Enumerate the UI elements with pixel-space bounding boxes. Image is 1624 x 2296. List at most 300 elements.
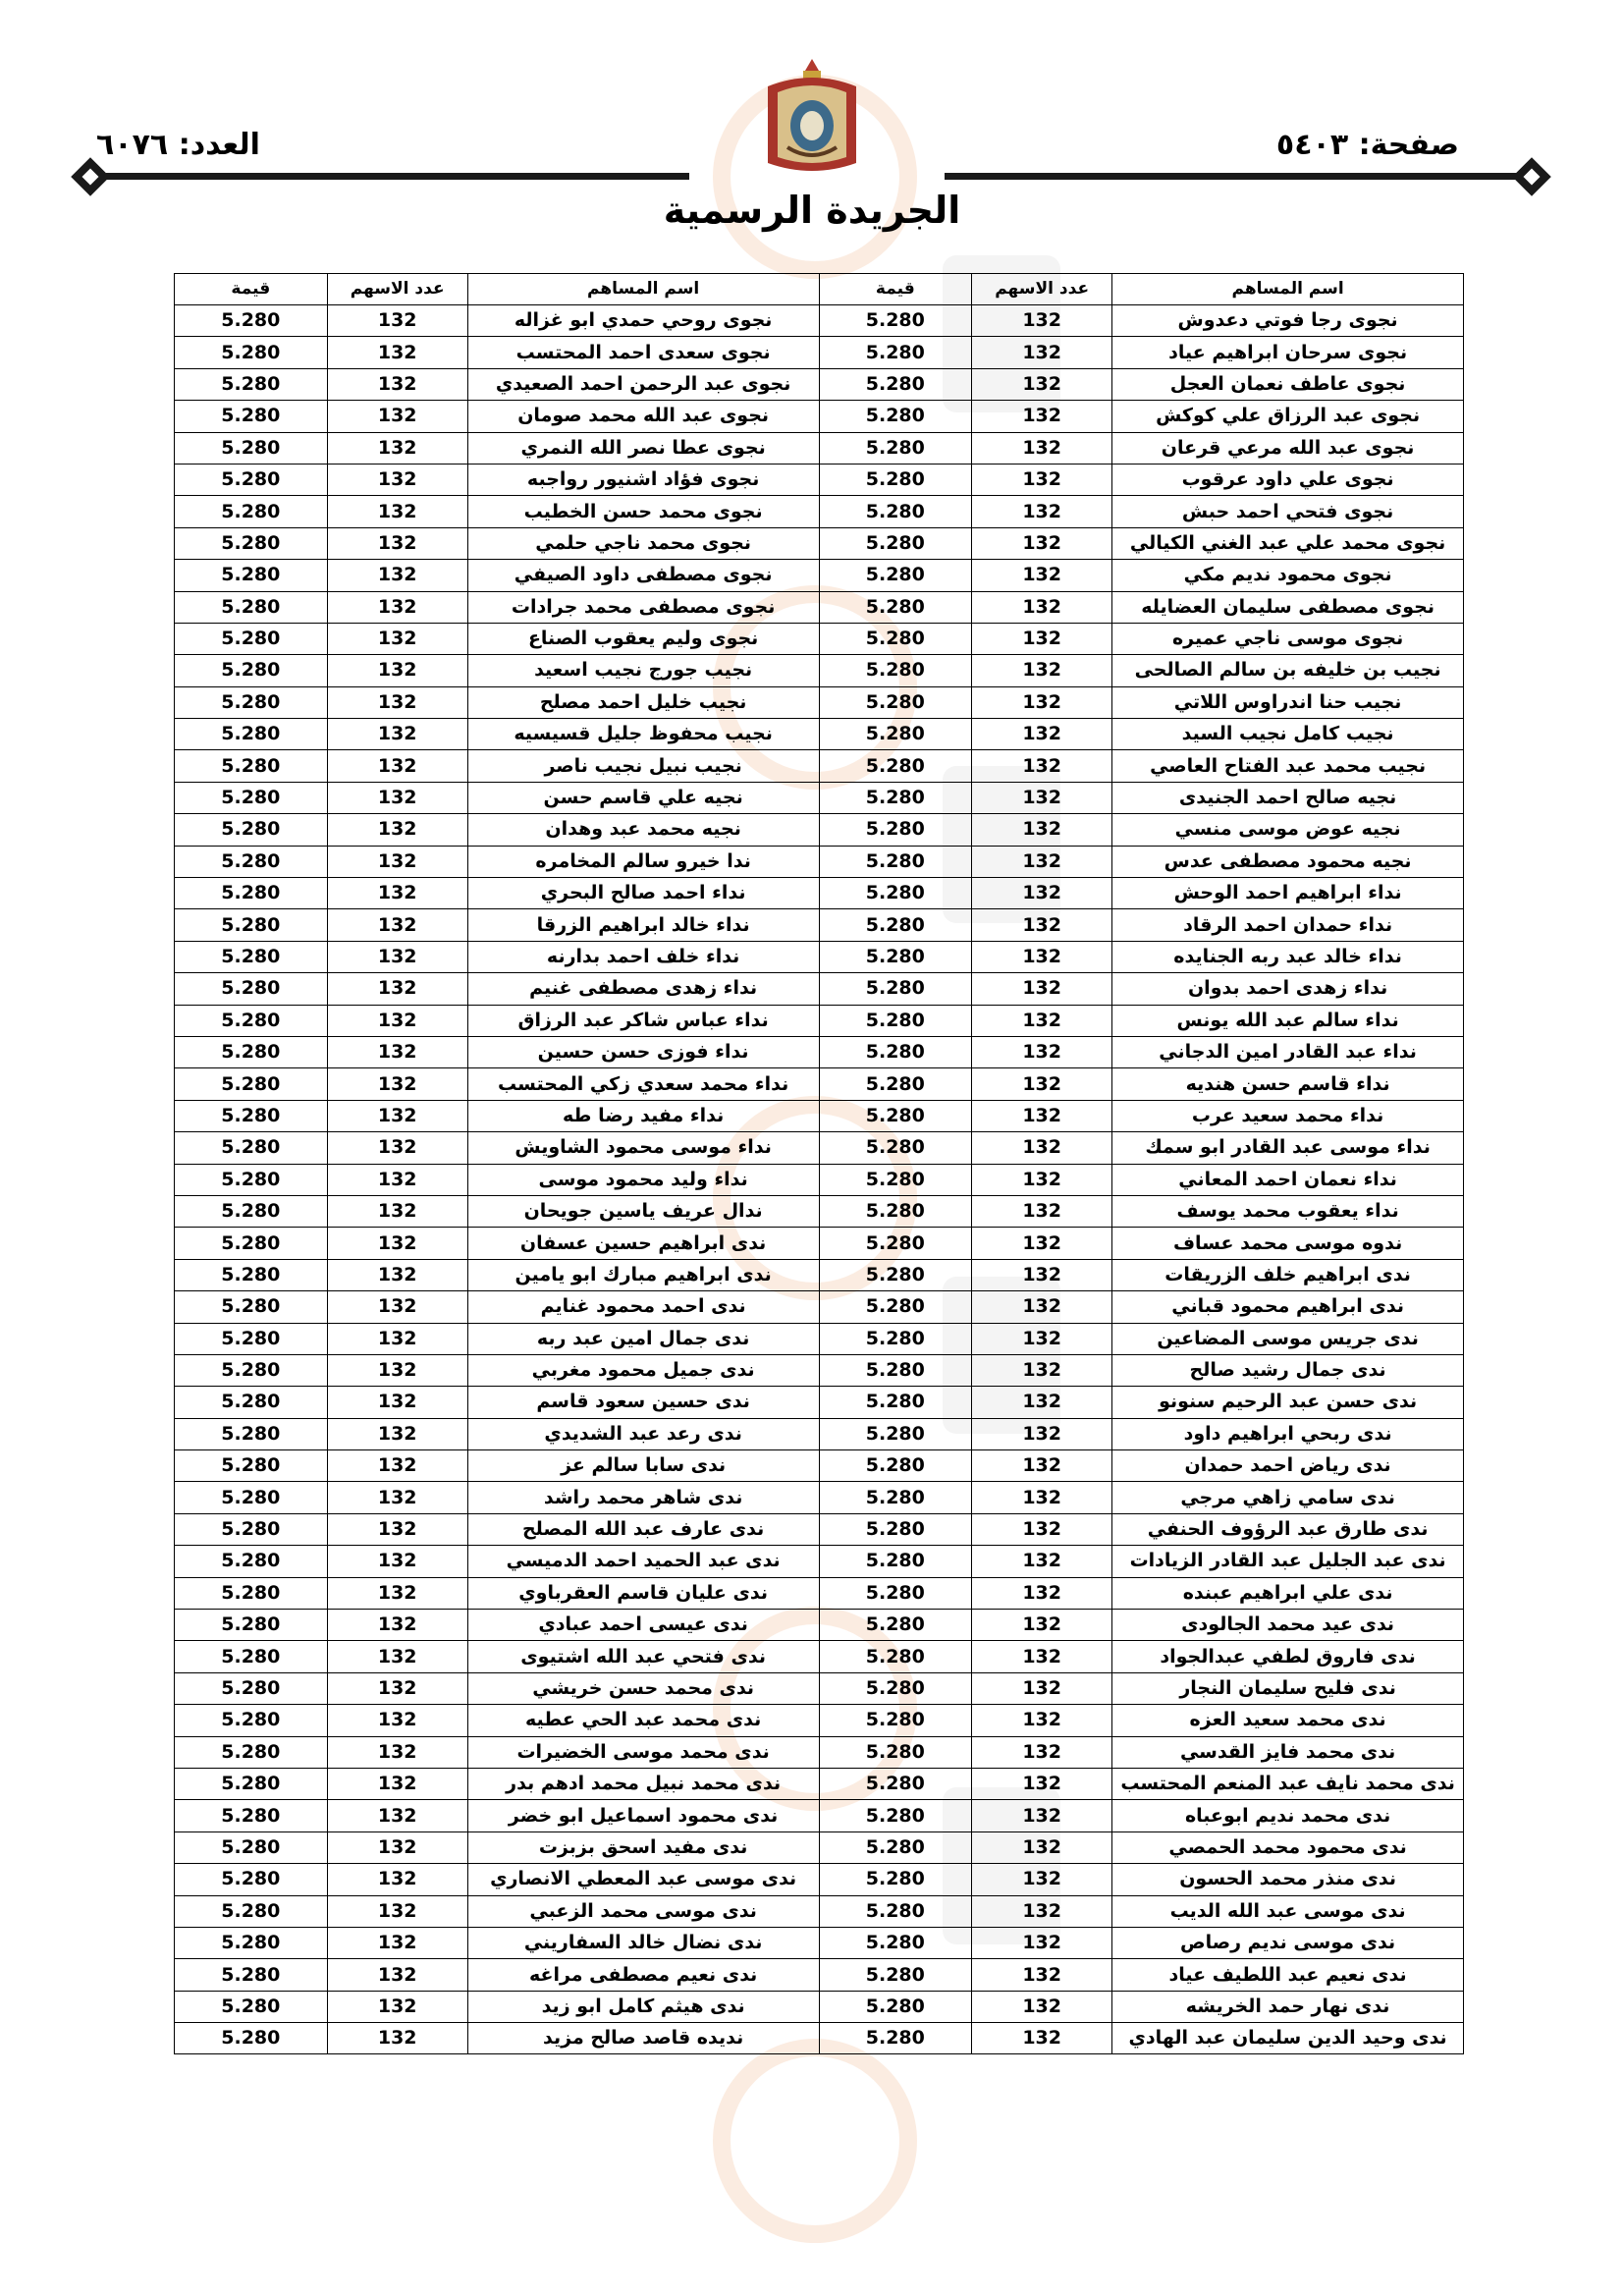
share-count: 132 [327,432,467,464]
share-value: 5.280 [175,1577,328,1609]
table-row [175,1482,1464,1513]
share-count: 132 [972,1927,1112,1958]
shareholder-name: نجوى موسى ناجي عميره [1112,623,1464,654]
share-count: 132 [327,1768,467,1799]
shareholder-name: ندى موسى محمد الزعبي [467,1895,819,1927]
shareholder-name: ندال عريف ياسين جويحان [467,1195,819,1227]
shareholder-name: نداء محمد سعيد عرب [1112,1100,1464,1131]
share-value: 5.280 [819,401,972,432]
share-value: 5.280 [175,655,328,686]
table-row [175,337,1464,368]
share-value: 5.280 [819,623,972,654]
shareholder-name: ندى محمد حسن خريشي [467,1672,819,1704]
share-count: 132 [327,1577,467,1609]
share-value: 5.280 [819,941,972,972]
share-count: 132 [972,1672,1112,1704]
share-value: 5.280 [175,1513,328,1545]
shareholder-name: ندى نهار حمد الخريشه [1112,1991,1464,2022]
shareholder-name: نجوى مصطفى سليمان العضايله [1112,591,1464,623]
table-row [175,1831,1464,1863]
share-value: 5.280 [175,305,328,337]
share-count: 132 [327,1323,467,1354]
share-value: 5.280 [819,686,972,718]
share-count: 132 [327,750,467,782]
table-row [175,814,1464,846]
table-row [175,1768,1464,1799]
shareholder-name: ندى طارق عبد الرؤوف الحنفي [1112,1513,1464,1545]
share-count: 132 [327,973,467,1005]
share-value: 5.280 [175,1354,328,1386]
shareholder-name: نداء موسى محمود الشاويش [467,1132,819,1164]
share-count: 132 [327,782,467,813]
shareholder-name: ندى علي ابراهيم عبنده [1112,1577,1464,1609]
share-count: 132 [327,1705,467,1736]
share-count: 132 [972,368,1112,400]
share-count: 132 [972,1959,1112,1991]
share-value: 5.280 [819,846,972,877]
share-count: 132 [972,1705,1112,1736]
table-row [175,1927,1464,1958]
shareholder-name: ندى وحيد الدين سليمان عبد الهادي [1112,2023,1464,2054]
table-row [175,1291,1464,1323]
share-count: 132 [327,1068,467,1100]
share-value: 5.280 [175,1831,328,1863]
share-value: 5.280 [819,1800,972,1831]
share-count: 132 [327,1387,467,1418]
shareholder-name: نجوى عبد الرزاق علي كوكش [1112,401,1464,432]
table-row [175,1991,1464,2022]
table-row [175,1195,1464,1227]
share-value: 5.280 [819,432,972,464]
shareholder-name: نداء نعمان احمد المعاني [1112,1164,1464,1195]
shareholder-name: نجوى محمد حسن الخطيب [467,496,819,527]
shareholder-name: نداء عبد القادر امين الدجاني [1112,1036,1464,1067]
shareholder-name: ندى محمد نبيل محمد ادهم بدر [467,1768,819,1799]
share-value: 5.280 [819,1354,972,1386]
share-value: 5.280 [819,1513,972,1545]
table-row [175,1450,1464,1482]
table-row [175,878,1464,909]
shareholder-name: نداء يعقوب محمد يوسف [1112,1195,1464,1227]
column-header: اسم المساهم [467,274,819,305]
share-value: 5.280 [175,1705,328,1736]
shareholder-name: نداء حمدان احمد الرقاد [1112,909,1464,941]
shareholder-name: ندى عبد الحميد احمد الدميسي [467,1546,819,1577]
share-value: 5.280 [175,1482,328,1513]
table-row [175,1354,1464,1386]
share-value: 5.280 [175,1610,328,1641]
share-count: 132 [327,719,467,750]
table-row [175,305,1464,337]
shareholder-name: ندى نعيم عبد اللطيف عياد [1112,1959,1464,1991]
share-count: 132 [327,305,467,337]
shareholder-name: نجيب كامل نجيب السيد [1112,719,1464,750]
share-count: 132 [327,878,467,909]
share-count: 132 [327,337,467,368]
share-value: 5.280 [819,1228,972,1259]
shareholder-name: ندى عيد محمد الجالودى [1112,1610,1464,1641]
shareholder-name: نجيه صالح احمد الجنيدى [1112,782,1464,813]
shareholder-name: نجوى عبد الله محمد صومان [467,401,819,432]
shareholder-name: ندى ابراهيم محمود قباني [1112,1291,1464,1323]
table-row [175,1132,1464,1164]
table-row [175,623,1464,654]
share-count: 132 [972,941,1112,972]
shareholder-name: نجوى عاطف نعمان العجل [1112,368,1464,400]
page-header [0,0,1624,265]
share-value: 5.280 [819,1736,972,1768]
share-value: 5.280 [175,1068,328,1100]
share-value: 5.280 [819,1991,972,2022]
share-count: 132 [327,1927,467,1958]
shareholder-name: ندى عبد الجليل عبد القادر الزيادات [1112,1546,1464,1577]
share-value: 5.280 [175,1228,328,1259]
table-row [175,655,1464,686]
table-row [175,1228,1464,1259]
share-value: 5.280 [819,1577,972,1609]
share-count: 132 [972,782,1112,813]
shareholder-name: نداء محمد سعدي زكي المحتسب [467,1068,819,1100]
coat-of-arms-icon [758,53,866,181]
gazette-title: الجريدة الرسمية [663,189,961,232]
share-count: 132 [327,1418,467,1449]
shareholder-name: ندى ابراهيم مبارك ابو يامين [467,1259,819,1290]
share-value: 5.280 [819,1672,972,1704]
share-count: 132 [972,1610,1112,1641]
share-value: 5.280 [819,560,972,591]
share-count: 132 [327,1450,467,1482]
share-count: 132 [327,1291,467,1323]
table-row [175,1705,1464,1736]
share-count: 132 [327,1610,467,1641]
share-count: 132 [327,1482,467,1513]
share-count: 132 [972,750,1112,782]
shareholder-name: نجوى عبد الرحمن احمد الصعيدي [467,368,819,400]
share-value: 5.280 [819,1546,972,1577]
share-value: 5.280 [175,1323,328,1354]
share-value: 5.280 [175,1291,328,1323]
shareholder-name: نجيب محمد عبد الفتاح العاصي [1112,750,1464,782]
shareholder-name: ندى سابا سالم عز [467,1450,819,1482]
table-row [175,591,1464,623]
share-count: 132 [327,368,467,400]
share-count: 132 [327,686,467,718]
shareholder-name: ندى رياض احمد حمدان [1112,1450,1464,1482]
share-value: 5.280 [175,1195,328,1227]
table-row [175,1800,1464,1831]
share-count: 132 [327,2023,467,2054]
share-count: 132 [327,1354,467,1386]
share-count: 132 [327,1259,467,1290]
share-value: 5.280 [819,814,972,846]
share-value: 5.280 [819,368,972,400]
shareholder-name: ندى منذر محمد الحسون [1112,1864,1464,1895]
share-count: 132 [327,1736,467,1768]
shareholder-name: ندى محمود اسماعيل ابو خضر [467,1800,819,1831]
share-value: 5.280 [175,1895,328,1927]
shareholder-name: ندا خيرو سالم المخامره [467,846,819,877]
share-value: 5.280 [819,1291,972,1323]
share-count: 132 [972,846,1112,877]
table-row [175,1736,1464,1768]
table-row [175,941,1464,972]
shareholder-name: نداء زهدى مصطفى غنيم [467,973,819,1005]
shareholder-name: ندى محمد موسى الخضيرات [467,1736,819,1768]
shareholder-name: ندى نضال خالد السفاريني [467,1927,819,1958]
table-row [175,909,1464,941]
shareholder-name: ندى محمد سعيد العزه [1112,1705,1464,1736]
table-row [175,1036,1464,1067]
share-value: 5.280 [819,591,972,623]
share-count: 132 [972,1291,1112,1323]
share-count: 132 [327,941,467,972]
share-count: 132 [327,1195,467,1227]
share-value: 5.280 [175,846,328,877]
share-value: 5.280 [175,1768,328,1799]
shareholder-name: ندى نعيم مصطفى مراغه [467,1959,819,1991]
share-count: 132 [972,1036,1112,1067]
shareholder-name: ندى مفيد اسحق بزبزت [467,1831,819,1863]
table-row [175,1164,1464,1195]
share-value: 5.280 [175,909,328,941]
share-count: 132 [972,1864,1112,1895]
share-value: 5.280 [175,1736,328,1768]
share-count: 132 [327,1895,467,1927]
share-value: 5.280 [819,878,972,909]
table-row [175,686,1464,718]
share-value: 5.280 [175,560,328,591]
table-row [175,1610,1464,1641]
shareholder-name: نجيب بن خليفه بن سالم الصالحى [1112,655,1464,686]
share-count: 132 [327,1864,467,1895]
share-value: 5.280 [175,591,328,623]
shareholder-name: نجوى محمد علي عبد الغني الكيالي [1112,527,1464,559]
share-value: 5.280 [819,1259,972,1290]
share-count: 132 [972,1100,1112,1131]
table-row [175,1323,1464,1354]
share-count: 132 [972,1800,1112,1831]
share-count: 132 [972,1768,1112,1799]
share-value: 5.280 [175,1546,328,1577]
shareholder-name: نداء وليد محمود موسى [467,1164,819,1195]
share-count: 132 [327,1100,467,1131]
shareholder-name: نداء سالم عبد الله يونس [1112,1005,1464,1036]
share-value: 5.280 [175,1641,328,1672]
share-value: 5.280 [819,1482,972,1513]
shareholder-name: نجيب خليل احمد مصلح [467,686,819,718]
shareholder-name: نجوى عبد الله مرعي قرعان [1112,432,1464,464]
shareholder-name: ندى موسى عبد المعطي الانصاري [467,1864,819,1895]
shareholder-name: نجوى مصطفى داود الصيفي [467,560,819,591]
share-count: 132 [972,655,1112,686]
share-value: 5.280 [819,1164,972,1195]
table-row [175,846,1464,877]
shareholder-name: نجوى علي داود عرقوب [1112,464,1464,495]
table-row [175,1068,1464,1100]
table-row [175,560,1464,591]
share-value: 5.280 [175,337,328,368]
shareholder-name: نجوى رجا فوتي دعدوش [1112,305,1464,337]
share-count: 132 [972,1164,1112,1195]
shareholder-name: ندى محمود محمد الحمصي [1112,1831,1464,1863]
share-value: 5.280 [819,1768,972,1799]
shareholder-name: نجوى فؤاد اشنيور رواجبه [467,464,819,495]
share-count: 132 [972,2023,1112,2054]
table-row [175,464,1464,495]
share-count: 132 [972,527,1112,559]
share-value: 5.280 [175,750,328,782]
share-value: 5.280 [175,464,328,495]
share-count: 132 [972,1259,1112,1290]
share-count: 132 [972,814,1112,846]
share-count: 132 [972,878,1112,909]
column-header: عدد الاسهم [972,274,1112,305]
shareholder-name: نداء قاسم حسن هنديه [1112,1068,1464,1100]
share-value: 5.280 [819,496,972,527]
table-row [175,1387,1464,1418]
share-count: 132 [972,432,1112,464]
table-row [175,1418,1464,1449]
shareholder-name: نجيه عوض موسى منسي [1112,814,1464,846]
share-count: 132 [972,401,1112,432]
column-header: قيمة [819,274,972,305]
shareholder-name: نداء احمد صالح البحري [467,878,819,909]
shareholder-name: نداء خلف احمد بدارنه [467,941,819,972]
shareholder-name: نجوى محمد ناجي حلمي [467,527,819,559]
share-value: 5.280 [819,527,972,559]
shareholder-name: ندى جمال رشيد صالح [1112,1354,1464,1386]
share-count: 132 [972,1736,1112,1768]
share-value: 5.280 [819,1610,972,1641]
share-value: 5.280 [175,1259,328,1290]
share-value: 5.280 [819,1132,972,1164]
share-value: 5.280 [819,782,972,813]
shareholder-name: ندى ابراهيم حسين عسفان [467,1228,819,1259]
share-value: 5.280 [175,1100,328,1131]
share-value: 5.280 [175,1672,328,1704]
share-value: 5.280 [819,973,972,1005]
shareholder-name: ندى سامي زاهي مرجي [1112,1482,1464,1513]
shareholder-name: ندى هيثم كامل ابو زيد [467,1991,819,2022]
share-value: 5.280 [175,814,328,846]
shareholder-name: ندى موسى نديم رصاص [1112,1927,1464,1958]
share-count: 132 [972,1641,1112,1672]
share-count: 132 [327,655,467,686]
share-count: 132 [972,1068,1112,1100]
share-value: 5.280 [819,1831,972,1863]
share-value: 5.280 [175,1864,328,1895]
share-count: 132 [972,305,1112,337]
share-value: 5.280 [819,1195,972,1227]
share-value: 5.280 [175,878,328,909]
share-value: 5.280 [175,527,328,559]
share-value: 5.280 [819,1641,972,1672]
table-row [175,1895,1464,1927]
table-row [175,1005,1464,1036]
shareholder-name: نجوى فتحي احمد حبش [1112,496,1464,527]
share-count: 132 [972,1895,1112,1927]
shareholder-name: نداء خالد ابراهيم الزرقا [467,909,819,941]
shareholder-name: ندى محمد عبد الحي عطيه [467,1705,819,1736]
share-count: 132 [327,591,467,623]
shareholder-name: ندى محمد نديم ابوعباه [1112,1800,1464,1831]
share-value: 5.280 [819,1927,972,1958]
share-value: 5.280 [819,1036,972,1067]
table-header-row [175,274,1464,305]
share-count: 132 [972,1577,1112,1609]
share-count: 132 [327,1672,467,1704]
share-value: 5.280 [175,1450,328,1482]
table-row [175,1577,1464,1609]
shareholder-name: ندى جريس موسى المضاعين [1112,1323,1464,1354]
shareholder-name: نجوى روحي حمدي ابو غزاله [467,305,819,337]
share-count: 132 [327,1831,467,1863]
share-count: 132 [327,401,467,432]
share-value: 5.280 [175,973,328,1005]
table-row [175,1259,1464,1290]
shareholder-name: ندى عليان قاسم العقرباوي [467,1577,819,1609]
table-row [175,1546,1464,1577]
shareholder-name: نجيب جورج نجيب اسعيد [467,655,819,686]
shareholder-name: ندى فتحي عبد الله اشتيوى [467,1641,819,1672]
shareholder-name: ندى احمد محمود غنايم [467,1291,819,1323]
share-count: 132 [327,1991,467,2022]
shareholder-name: ندى عيسى احمد عبادي [467,1610,819,1641]
share-value: 5.280 [175,1164,328,1195]
share-count: 132 [972,1450,1112,1482]
share-value: 5.280 [819,1895,972,1927]
share-value: 5.280 [175,1991,328,2022]
share-value: 5.280 [819,719,972,750]
share-count: 132 [972,337,1112,368]
shareholder-name: نجيه محمود مصطفى عدس [1112,846,1464,877]
share-count: 132 [327,560,467,591]
share-count: 132 [972,1513,1112,1545]
share-value: 5.280 [819,1959,972,1991]
shareholder-name: نجوى سعدى احمد المحتسب [467,337,819,368]
column-header: قيمة [175,274,328,305]
shareholder-name: نجوى سرحان ابراهيم عياد [1112,337,1464,368]
shareholder-name: ندى ربحي ابراهيم داود [1112,1418,1464,1449]
share-count: 132 [327,1228,467,1259]
share-value: 5.280 [175,2023,328,2054]
table-row [175,719,1464,750]
share-value: 5.280 [819,750,972,782]
share-value: 5.280 [175,432,328,464]
table-row [175,2023,1464,2054]
share-count: 132 [972,1991,1112,2022]
shareholder-name: نداء ابراهيم احمد الوحش [1112,878,1464,909]
table-row [175,1641,1464,1672]
share-count: 132 [972,909,1112,941]
shareholder-name: ندى فاروق لطفي عبدالجواد [1112,1641,1464,1672]
table-row [175,496,1464,527]
issue-number: العدد: ٦٠٧٦ [96,128,260,162]
share-value: 5.280 [819,655,972,686]
shareholder-name: نجيه محمد عبد وهدان [467,814,819,846]
shareholder-name: نديده قاصد صالح مزيد [467,2023,819,2054]
share-value: 5.280 [175,1800,328,1831]
shareholder-name: ندى محمد فايز القدسي [1112,1736,1464,1768]
share-value: 5.280 [819,1705,972,1736]
share-count: 132 [327,1800,467,1831]
shareholder-name: نداء زهدى احمد بدوان [1112,973,1464,1005]
shareholder-name: ندى شاهر محمد راشد [467,1482,819,1513]
table-row [175,973,1464,1005]
shareholder-name: نجوى محمود نديم مكي [1112,560,1464,591]
share-value: 5.280 [175,1387,328,1418]
table-row [175,750,1464,782]
